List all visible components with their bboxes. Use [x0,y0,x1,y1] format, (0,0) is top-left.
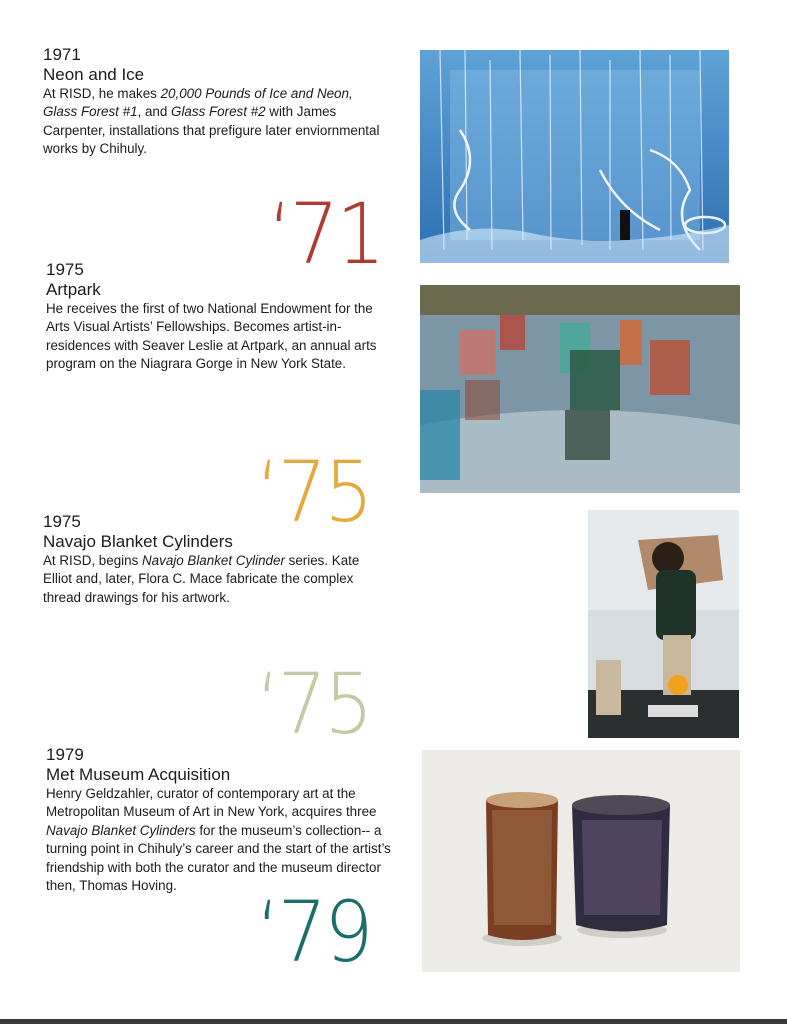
italic-title-run: Navajo Blanket Cylinders [46,822,196,838]
entry-body [43,552,388,607]
entry-body [46,785,391,895]
text-run: Henry Geldzahler, curator of contemporary art at the Metropolitan Museum of Art in New York, acquires three [46,786,377,820]
big-year-79: ‘79 [256,883,371,981]
entry-title: Met Museum Acquisition [46,765,231,784]
entry-year: 1975 [43,512,81,531]
text-run: He receives the first of two National Endowment for the Arts Visual Artists’ Fellowships. Becomes artist-in-residences with Seaver Leslie at Artpark, an annual arts program on the Niagrara Gorge in New York State. [46,301,377,372]
entry-title: Artpark [46,280,101,299]
text-run: with James Carpenter, installations that prefigure later enviornmental works by Chihuly. [43,104,380,157]
entry-body [43,85,383,159]
entry-1975-artpark [46,260,391,374]
text-run: , and [137,104,172,120]
entry-title: Navajo Blanket Cylinders [43,532,233,551]
italic-title-run: 20,000 Pounds of Ice and Neon, Glass Forest #1 [43,86,353,120]
italic-title-run: Glass Forest #2 [171,104,266,120]
text-run: for the museum’s collection-- a turning point in Chihuly’s career and the start of the artist’s friendship with both the curator and the museum director then, Thomas Hoving. [46,822,391,894]
photo-artist-studio [588,510,739,738]
big-year-75-sage: ‘75 [256,655,371,753]
text-run: At RISD, he makes [43,86,161,101]
photo-navajo-cylinders [422,750,740,972]
italic-title-run: Navajo Blanket Cylinder [142,553,285,568]
photo-artpark-reflection [420,285,740,493]
entry-1979-met [46,745,391,895]
text-run: series. Kate Elliot and, later, Flora C. Mace fabricate the complex thread drawings for his artwork. [43,553,360,605]
entry-year: 1971 [43,45,81,64]
entry-year: 1979 [46,745,84,764]
text-run: At RISD, begins [43,553,142,568]
entry-1971-neon-ice [43,45,383,159]
big-year-75-gold: ‘75 [256,443,371,541]
photo-neon-ice-installation [420,50,729,263]
entry-year: 1975 [46,260,84,279]
entry-title: Neon and Ice [43,65,145,84]
entry-body [46,300,391,374]
big-year-71: ‘71 [268,185,383,283]
entry-1975-navajo [43,512,388,607]
page-bottom-bar [0,1019,787,1024]
